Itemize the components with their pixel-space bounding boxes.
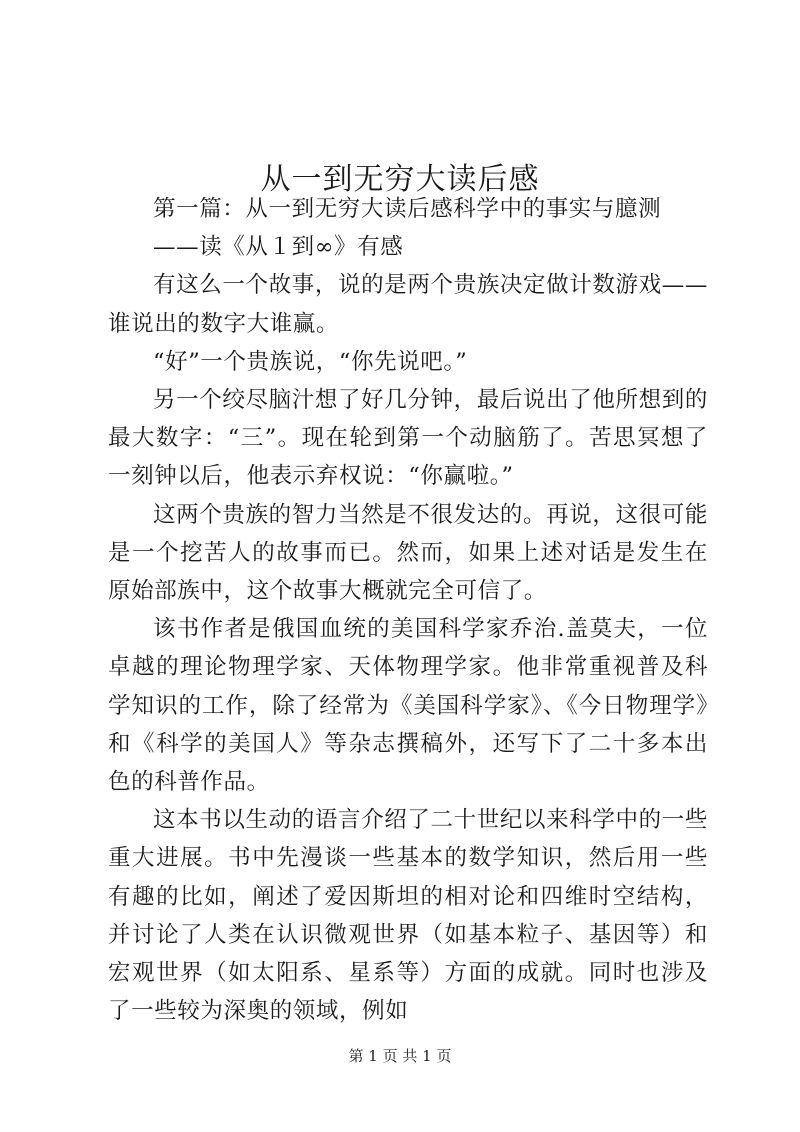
paragraph: “好”一个贵族说，“你先说吧。” [153, 348, 468, 375]
page-title: 从一到无穷大读后感 [260, 162, 540, 198]
paragraph: 有这么一个故事，说的是两个贵族决定做计数游戏——谁说出的数字大谁赢。 [108, 272, 708, 337]
paragraph: 第一篇：从一到无穷大读后感科学中的事实与臆测 [153, 196, 662, 222]
paragraph: 另一个绞尽脑汁想了好几分钟，最后说出了他所想到的最大数字：“三”。现在轮到第一个动脑筋了。苦思冥想了一刻钟以后，他表示弃权说：“你赢啦。” [108, 387, 708, 490]
paragraph: 这两个贵族的智力当然是不很发达的。再说，这很可能是一个挖苦人的故事而已。然而，如果上述对话是发生在原始部族中，这个故事大概就完全可信了。 [108, 501, 708, 605]
paragraph: 该书作者是俄国血统的美国科学家乔治.盖莫夫，一位卓越的理论物理学家、天体物理学家。他非常重视普及科学知识的工作，除了经常为《美国科学家》、《今日物理学》和《科学的美国人》等杂志撰稿外，还写下了二十多本出色的科普作品。 [108, 616, 708, 796]
paragraph: ——读《从１到∞》有感 [153, 234, 404, 261]
document-body [108, 190, 708, 1030]
paragraph: 这本书以生动的语言介绍了二十世纪以来科学中的一些重大进展。书中先漫谈一些基本的数学知识，然后用一些有趣的比如，阐述了爱因斯坦的相对论和四维时空结构，并讨论了人类在认识微观世界（如基本粒子、基因等）和宏观世界（如太阳系、星系等）方面的成就。同时也涉及了一些较为深奥的领域，例如 [108, 807, 708, 1025]
page-footer: 第 1 页 共 1 页 [348, 1047, 452, 1065]
